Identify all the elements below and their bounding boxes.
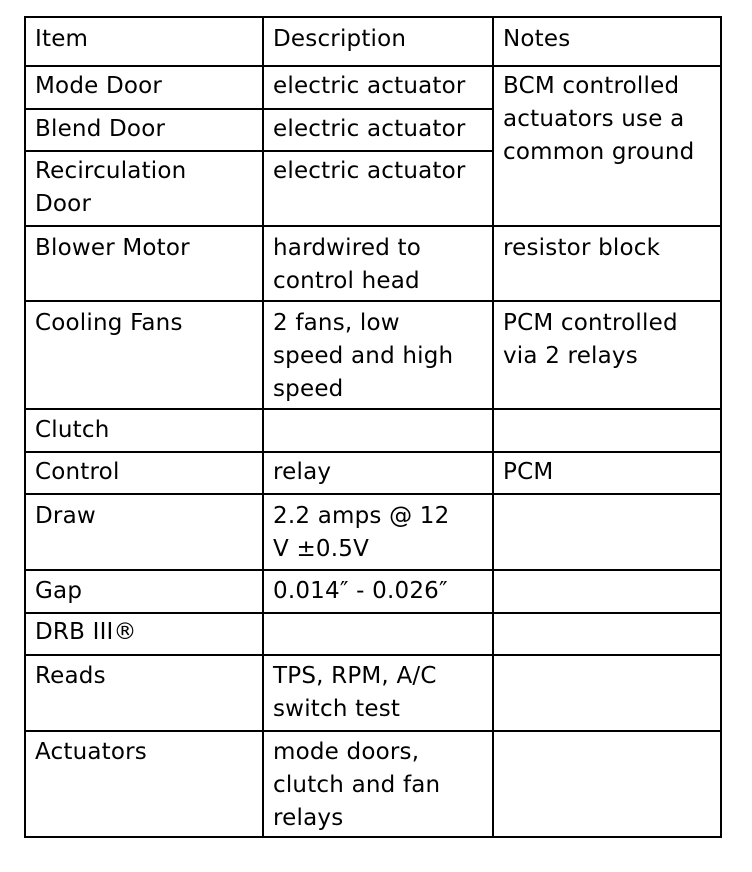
row-recirculation-door-item: Recirculation Door [26, 150, 262, 225]
row-control-description: relay [262, 451, 492, 493]
row-blend-door-description: electric actuator [262, 108, 492, 150]
merged-notes-bcm: BCM controlled actuators use a common ground [492, 65, 720, 225]
row-draw-item: Draw [26, 493, 262, 569]
row-blower-motor-notes: resistor block [492, 225, 720, 300]
row-gap-notes [492, 569, 720, 612]
row-clutch-description [262, 408, 492, 451]
row-cooling-fans-notes: PCM controlled via 2 relays [492, 300, 720, 408]
row-drb-item: DRB III® [26, 612, 262, 654]
row-actuators-notes [492, 730, 720, 836]
row-draw-description: 2.2 amps @ 12 V ±0.5V [262, 493, 492, 569]
row-clutch-notes [492, 408, 720, 451]
row-blend-door-item: Blend Door [26, 108, 262, 150]
header-notes: Notes [492, 18, 720, 65]
header-description: Description [262, 18, 492, 65]
row-actuators-item: Actuators [26, 730, 262, 836]
row-reads-description: TPS, RPM, A/C switch test [262, 654, 492, 730]
row-blower-motor-description: hardwired to control head [262, 225, 492, 300]
row-clutch-item: Clutch [26, 408, 262, 451]
row-gap-description: 0.014″ - 0.026″ [262, 569, 492, 612]
row-control-notes: PCM [492, 451, 720, 493]
row-cooling-fans-item: Cooling Fans [26, 300, 262, 408]
row-control-item: Control [26, 451, 262, 493]
row-draw-notes [492, 493, 720, 569]
row-drb-notes [492, 612, 720, 654]
row-reads-notes [492, 654, 720, 730]
row-blower-motor-item: Blower Motor [26, 225, 262, 300]
row-recirculation-door-description: electric actuator [262, 150, 492, 225]
header-item: Item [35, 26, 89, 52]
row-reads-item: Reads [26, 654, 262, 730]
row-actuators-description: mode doors, clutch and fan relays [262, 730, 492, 836]
row-gap-item: Gap [26, 569, 262, 612]
row-mode-door-description: electric actuator [262, 65, 492, 108]
row-mode-door-item: Mode Door [26, 65, 262, 108]
row-drb-description [262, 612, 492, 654]
spec-table [24, 16, 722, 838]
row-cooling-fans-description: 2 fans, low speed and high speed [262, 300, 492, 408]
